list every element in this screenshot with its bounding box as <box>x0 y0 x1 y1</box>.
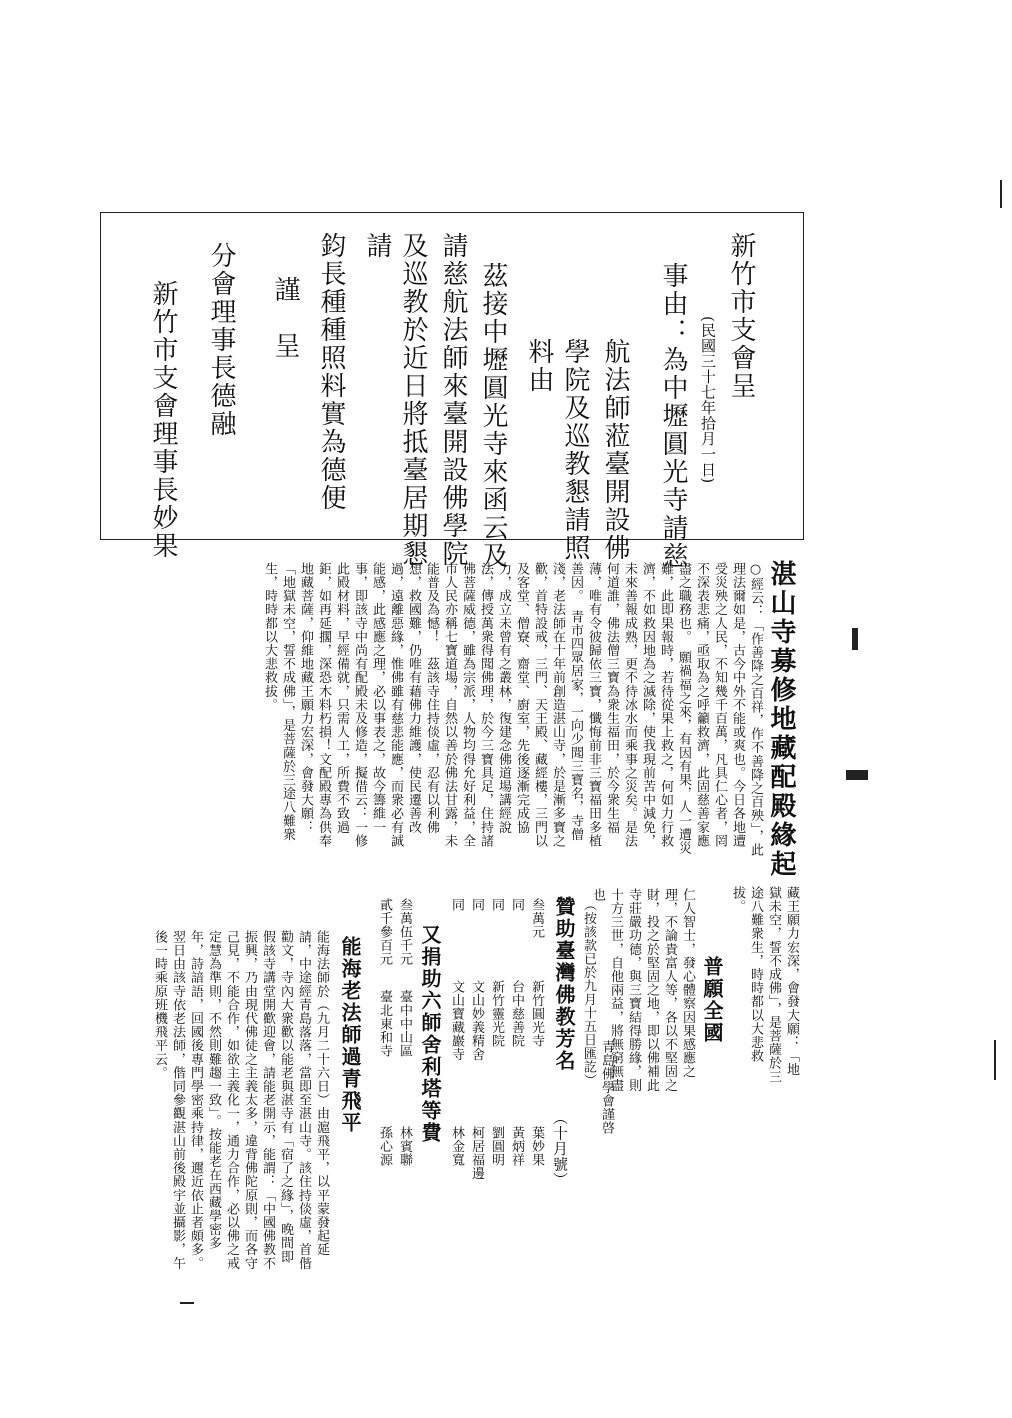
scan-mark <box>180 1302 194 1304</box>
donor-name: 孫心源 <box>377 1126 392 1167</box>
donor-temple: 文山妙義精舍 <box>469 980 484 1061</box>
donor-temple: 臺中中山區 <box>397 990 412 1058</box>
petition-line: 分會理事長德融 <box>206 242 236 438</box>
donor-amount: 同 <box>469 898 484 912</box>
scan-mark <box>994 1040 996 1080</box>
article-body-continued: 藏王願力宏深，會發大願：「地獄未空，誓不成佛」，是菩薩於三途八難衆生，時時都以大悲救拔。 <box>730 886 799 1084</box>
scan-mark <box>852 628 858 650</box>
petition-line: 茲接中壢圓光寺來函云及 <box>478 262 508 570</box>
article-body: 能海法師於（九月二十六日）由滬飛平，以平蒙發起延請，中途經青島落落，當即至湛山寺。該住持倓虛，首偕勸文，寺內大衆歡以能老與湛寺有「宿了之緣」，晚間即假該寺講堂開歡迎會，請能老開示，能謂：「中國佛教不振興，乃由現代佛徒之主義太多，違背佛陀原則，而各守己見，不能合作，如欲主義化一，通力合作，必以佛之戒定慧為準則，不然則難趨一致」。按能老在西藏學密多年，詩諳語，回國後專門學密乘持律，邇近依止者頗多。翌日由該寺依老法師，偕同參觀湛山前後殿宇並攝影，午後一時乘原班機飛平云。 <box>152 930 329 1270</box>
donor-amount: 叁萬伍千元 <box>397 898 412 966</box>
petition-date: (民國三十七年拾月一日) <box>699 316 717 484</box>
donor-amount: 同 <box>449 898 464 912</box>
donor-temple: 臺北東和寺 <box>377 990 392 1058</box>
petition-line: 請 <box>362 232 392 260</box>
donor-temple: 文山寶藏巖寺 <box>449 980 464 1061</box>
petition-subject: 事由：為中壢圓光寺請慈 <box>658 262 688 570</box>
donor-name: 林賓聯 <box>397 1126 412 1167</box>
donor-amount: 貳千參百元 <box>377 898 392 966</box>
petition-line: 航法師蒞臺開設佛 <box>600 338 630 562</box>
article-body: ○經云：「作善降之百祥，作不善降之百殃」，此理法爾如是，古今中外不能或爽也。今日各地遭受災殃之人民，不知幾千百萬，凡具仁心者，罔不深表悲痛，亟取為之呼籲救濟，此固慈善家應盡之職務也。 願禍福之來，有因有果，人一遭災難，此即果報時，若待從果上救之，何如力行救濟，不如救因地為之滅除，使我現前苦中減免，未來善報成熟，更不待冰水而乘事之災矣。是法何道誰，佛法僧三寶為衆生福田，於今衆生福薄，唯有令彼歸依三寶，懺悔前非三寶福田多植善因。 青市四眾居家，一向少聞三寶名，寺僧淺，老法師在十年前創造湛山寺，於是漸多寶之歡，首特設戒，三門、天王殿、藏經樓，三門以及客堂、僧寮、齋堂、廚室，先後逐漸完成協力，成立未曾有之叢林，復建念佛道場講經說法，傳授萬衆得聞佛理，於今三寶具足，住持諸佛菩薩威德，雖為宗派，人物均得允好利益，全市人民亦稱七寶道場，自然以善於佛法甘露，未能普及為憾！ 茲該寺住持倓虛，忍有以利佛想，救國難，仍唯有藉佛力維護，使民遷善改過，遠離惡緣，惟佛雖有慈悲能應，而衆必有誠能感，此感應之理，必以事表之，故今籌維一事，即該寺中尚有配殿未及修造，擬借云：一修此殿材料，早經備就，只需人工，所費不致過鉅，如再延擱，深恐木料朽損！文配殿專為供奉地藏菩薩，仰維地藏王願力宏深，會發大願：「地獄未空，誓不成佛」，是菩薩於三途八難衆生，時時都以大悲救拔。 <box>262 562 763 857</box>
petition-line: 料由 <box>524 338 554 394</box>
donor-name: 劉圓明 <box>489 1126 504 1167</box>
petition-heading: 新竹市支會呈 <box>726 232 756 400</box>
petition-line: 謹 呈 <box>270 276 300 360</box>
donor-name: 林金寬 <box>449 1126 464 1167</box>
donor-name: 柯居福邊 <box>469 1126 484 1180</box>
article-title: 又捐助六師舍利塔等費 <box>418 924 442 1144</box>
petition-line: 及巡教於近日將抵臺居期懇 <box>398 232 428 568</box>
donor-name: 葉妙果 <box>529 1126 544 1167</box>
donor-temple: 新竹圓光寺 <box>529 980 544 1048</box>
article-note: （按該款已於九月十五日匯訖） <box>581 898 596 1087</box>
donor-amount: 同 <box>489 898 504 912</box>
article-signer: 青島佛學會謹啓 <box>599 1040 614 1135</box>
article-title: 普願全國 <box>700 956 724 1044</box>
article-body: 仁人智士，發心體察因果感應之理，不論貴富人等，各以不堅固之財，投之於堅固之地，即以佛補此寺莊嚴功德，與三寶結得勝緣，則十方三世，自他兩益，將無窮無盡也 <box>590 888 695 1092</box>
article-title: 贊助臺灣佛教芳名 <box>552 896 576 1072</box>
article-issue: （十月號） <box>551 1110 569 1188</box>
petition-line: 新竹市支會理事長妙果 <box>148 280 178 560</box>
donor-amount: 同 <box>509 898 524 912</box>
petition-line: 學院及巡教懇請照 <box>560 338 590 562</box>
scan-mark <box>846 770 868 780</box>
scan-mark <box>1000 180 1002 208</box>
donor-name: 黃炳祥 <box>509 1126 524 1167</box>
petition-line: 鈞長種種照料實為德便 <box>316 232 346 512</box>
article-title: 能海老法師過青飛平 <box>338 936 362 1134</box>
donor-temple: 新竹靈光院 <box>489 980 504 1048</box>
donor-amount: 叁萬元 <box>529 898 544 939</box>
donor-temple: 台中慈善院 <box>509 980 524 1048</box>
petition-line: 請慈航法師來臺開設佛學院 <box>438 232 468 568</box>
article-title: 湛山寺募修地藏配殿緣起 <box>766 560 796 879</box>
